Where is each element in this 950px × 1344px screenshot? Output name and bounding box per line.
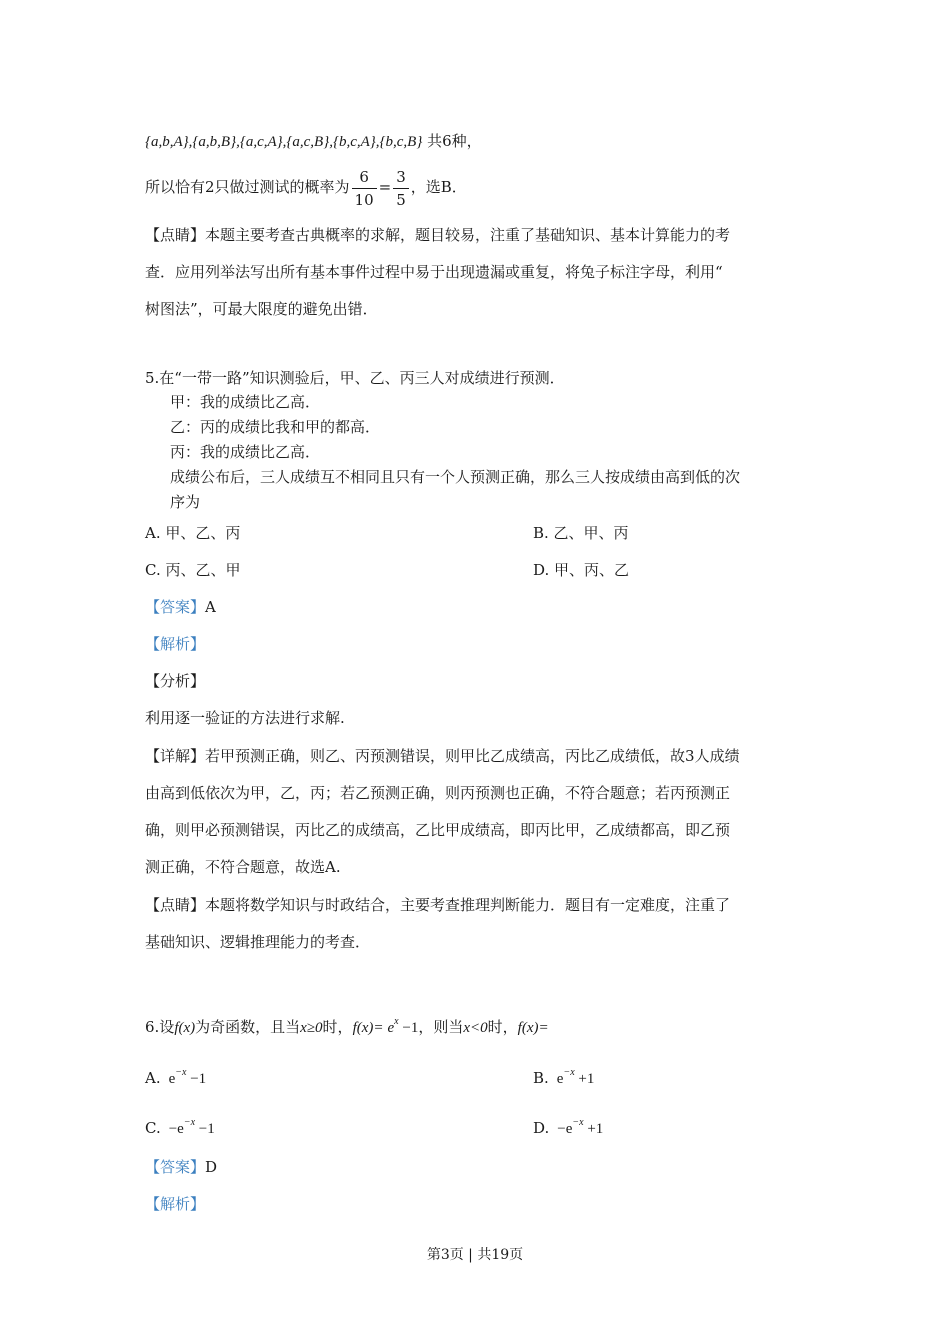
sets-suffix: 共6种， <box>422 132 482 150</box>
fraction-numerator: 6 <box>352 166 377 189</box>
q6-minus1: −1 <box>398 1020 419 1036</box>
q6-mid2: 时， <box>322 1018 353 1036</box>
page-footer: 第3页 | 共19页 <box>426 1247 524 1263</box>
option-label: A. <box>145 1069 161 1087</box>
answer-tag: 【答案】 <box>145 598 206 616</box>
q6-option-d <box>533 1115 603 1139</box>
comment-tag: 【点睛】 <box>145 226 206 244</box>
q5-option-b: B. 乙、甲、丙 <box>533 524 629 542</box>
option-base: −e <box>168 1121 184 1137</box>
q6-cond1: x≥0 <box>300 1020 323 1036</box>
prev-comment-line-2: 查．应用列举法写出所有基本事件过程中易于出现遗漏或重复，将兔子标注字母，利用“ <box>145 263 723 281</box>
q5-fenxi-text: 利用逐一验证的方法进行求解. <box>145 709 345 727</box>
comment-text: 本题将数学知识与时政结合，主要考查推理判断能力．题目有一定难度，注重了 <box>205 896 731 914</box>
q5-analysis-tag: 【解析】 <box>145 635 206 653</box>
q6-option-b <box>533 1065 594 1089</box>
q6-option-c <box>145 1115 215 1139</box>
comment-text: 本题主要考查古典概率的求解，题目较易，注重了基础知识、基本计算能力的考 <box>205 226 731 244</box>
q5-stem: 5.在“一带一路”知识测验后，甲、乙、丙三人对成绩进行预测． <box>145 369 565 387</box>
q5-detail-line-1 <box>145 746 740 766</box>
option-base: −e <box>557 1121 573 1137</box>
answer-value: D <box>205 1158 218 1176</box>
q6-stem <box>145 1014 549 1038</box>
sets-line <box>145 131 482 152</box>
answer-tag: 【答案】 <box>145 1158 206 1176</box>
q5-statement-bing: 丙：我的成绩比乙高． <box>170 443 321 461</box>
q5-option-a: A. 甲、乙、丙 <box>145 524 241 542</box>
option-tail: +1 <box>583 1121 604 1137</box>
fraction-denominator: 5 <box>396 190 406 209</box>
detail-tag: 【详解】 <box>145 747 206 765</box>
q6-exp: x <box>394 1016 399 1027</box>
prev-comment-line-1 <box>145 225 730 245</box>
option-exp: −x <box>572 1117 584 1128</box>
q6-cond2: x<0 <box>463 1020 488 1036</box>
q6-mid1: 为奇函数，且当 <box>195 1018 301 1036</box>
q5-condition-line-2: 序为 <box>170 493 201 511</box>
fraction-denominator: 10 <box>354 190 374 209</box>
probability-suffix: ，选B． <box>410 178 467 196</box>
q6-fx: f(x) <box>174 1020 196 1036</box>
q5-statement-yi: 乙：丙的成绩比我和甲的都高． <box>170 418 381 436</box>
q5-detail-line-3: 确，则甲必预测错误，丙比乙的成绩高，乙比甲成绩高，即丙比甲，乙成绩都高，即乙预 <box>145 821 731 839</box>
option-label: C. <box>145 1119 161 1137</box>
option-exp: −x <box>563 1067 575 1078</box>
fraction-6-10 <box>352 166 377 211</box>
q5-statement-jia: 甲：我的成绩比乙高． <box>170 393 321 411</box>
probability-line <box>145 163 467 211</box>
option-tail: −1 <box>195 1121 215 1137</box>
fraction-numerator: 3 <box>393 166 409 189</box>
equals-sign: = <box>378 178 392 196</box>
q6-pre: 6.设 <box>145 1018 175 1036</box>
answer-value: A <box>205 598 216 616</box>
q6-mid4: 时， <box>487 1018 518 1036</box>
option-tail: −1 <box>186 1071 207 1087</box>
probability-prefix: 所以恰有2只做过测试的概率为 <box>145 178 350 196</box>
q6-fx3: f(x)= <box>517 1020 549 1036</box>
q5-fenxi-tag: 【分析】 <box>145 672 206 690</box>
option-label: D. <box>533 1119 550 1137</box>
q5-answer-line <box>145 597 216 617</box>
option-base: e <box>168 1071 176 1087</box>
option-base: e <box>556 1071 564 1087</box>
q5-detail-line-2: 由高到低依次为甲，乙，丙；若乙预测正确，则丙预测也正确，不符合题意；若丙预测正 <box>145 784 731 802</box>
q5-comment-line-2: 基础知识、逻辑推理能力的考查． <box>145 933 371 951</box>
q6-answer-line <box>145 1157 217 1177</box>
prev-comment-line-3: 树图法”，可最大限度的避免出错． <box>145 300 378 318</box>
q5-option-c: C. 丙、乙、甲 <box>145 561 241 579</box>
fraction-3-5 <box>393 166 409 211</box>
option-exp: −x <box>183 1117 196 1128</box>
option-tail: +1 <box>574 1071 595 1087</box>
detail-text: 若甲预测正确，则乙、丙预测错误，则甲比乙成绩高，丙比乙成绩低，故3人成绩 <box>205 747 740 765</box>
q6-mid3: ，则当 <box>418 1018 464 1036</box>
sets-math: {a,b,A},{a,b,B},{a,c,A},{a,c,B},{b,c,A},{b,c,B} <box>145 134 423 150</box>
option-exp: −x <box>175 1067 187 1078</box>
q5-comment-line-1 <box>145 895 730 915</box>
q6-fx2: f(x)= <box>352 1020 384 1036</box>
q6-analysis-tag: 【解析】 <box>145 1195 206 1213</box>
q6-option-a <box>145 1065 206 1089</box>
comment-tag: 【点睛】 <box>145 896 206 914</box>
q5-condition-line-1: 成绩公布后，三人成绩互不相同且只有一个人预测正确，那么三人按成绩由高到低的次 <box>170 468 741 486</box>
q5-detail-line-4: 测正确，不符合题意，故选A. <box>145 858 341 876</box>
q6-e: e <box>387 1020 395 1036</box>
option-label: B. <box>533 1069 549 1087</box>
q5-option-d: D. 甲、丙、乙 <box>533 561 630 579</box>
